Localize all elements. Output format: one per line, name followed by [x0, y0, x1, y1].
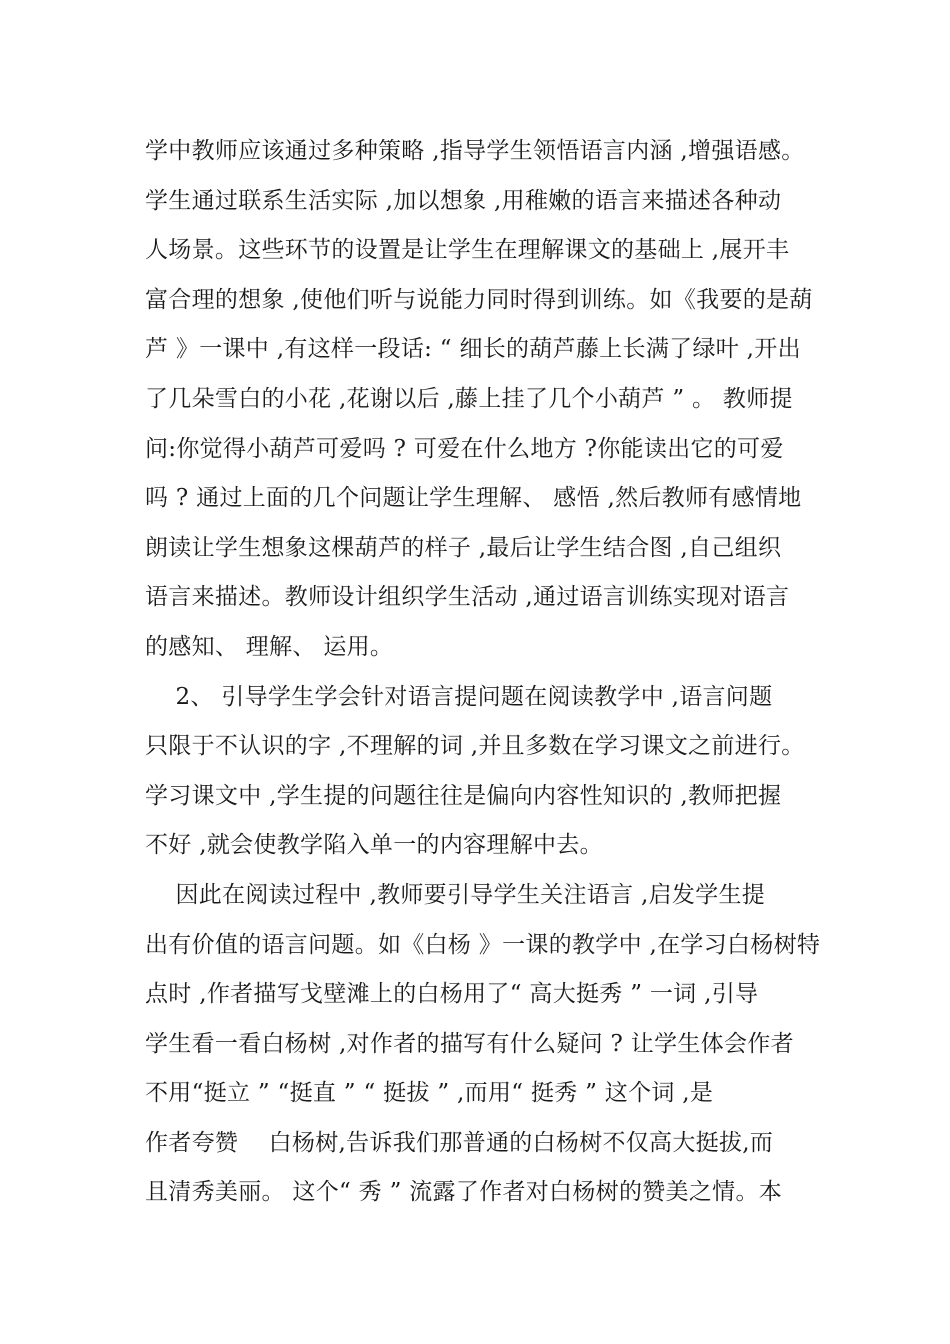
- text-line: 作者夸赞 白杨树,告诉我们那普通的白杨树不仅高大挺拔,而: [145, 1129, 774, 1156]
- paragraph-start-line: 2、 引导学生学会针对语言提问题在阅读教学中 ,语言问题: [145, 683, 773, 710]
- text-line: 人场景。这些环节的设置是让学生在理解课文的基础上 ,展开丰: [145, 237, 790, 264]
- body-text: [145, 127, 821, 1218]
- text-line: 芦 》一课中 ,有这样一段话: “ 细长的葫芦藤上长满了绿叶 ,开出: [145, 336, 801, 363]
- text-line: 且清秀美丽。 这个“ 秀 ” 流露了作者对白杨树的赞美之情。本: [145, 1179, 783, 1206]
- text-line: 学生看一看白杨树 ,对作者的描写有什么疑问 ? 让学生体会作者: [145, 1030, 794, 1057]
- text-line: 学习课文中 ,学生提的问题往往是偏向内容性知识的 ,教师把握: [145, 782, 782, 809]
- text-line: 出有价值的语言问题。如《白杨 》一课的教学中 ,在学习白杨树特: [145, 931, 821, 958]
- text-line: 点时 ,作者描写戈壁滩上的白杨用了“ 高大挺秀 ” 一词 ,引导: [145, 981, 759, 1008]
- text-line: 的感知、 理解、 运用。: [145, 633, 394, 660]
- text-line: 不用“挺立 ” “挺直 ” “ 挺拔 ” ,而用“ 挺秀 ” 这个词 ,是: [145, 1080, 714, 1107]
- text-line: 只限于不认识的字 ,不理解的词 ,并且多数在学习课文之前进行。: [145, 733, 805, 760]
- text-line: 语言来描述。教师设计组织学生活动 ,通过语言训练实现对语言: [145, 584, 790, 611]
- text-line: 富合理的想象 ,使他们听与说能力同时得到训练。如《我要的是葫: [145, 286, 813, 313]
- text-line: 了几朵雪白的小花 ,花谢以后 ,藤上挂了几个小葫芦 ” 。 教师提: [145, 385, 793, 412]
- text-line: 吗 ? 通过上面的几个问题让学生理解、 感悟 ,然后教师有感情地: [145, 485, 802, 512]
- text-line: 问:你觉得小葫芦可爱吗 ? 可爱在什么地方 ?你能读出它的可爱: [145, 435, 784, 462]
- paragraph-start-line: 因此在阅读过程中 ,教师要引导学生关注语言 ,启发学生提: [145, 881, 766, 908]
- text-line: 朗读让学生想象这棵葫芦的样子 ,最后让学生结合图 ,自己组织: [145, 534, 782, 561]
- text-line: 不好 ,就会使教学陷入单一的内容理解中去。: [145, 832, 603, 859]
- text-line: 学中教师应该通过多种策略 ,指导学生领悟语言内涵 ,增强语感。: [145, 138, 805, 164]
- text-line: 学生通过联系生活实际 ,加以想象 ,用稚嫩的语言来描述各种动: [145, 187, 782, 214]
